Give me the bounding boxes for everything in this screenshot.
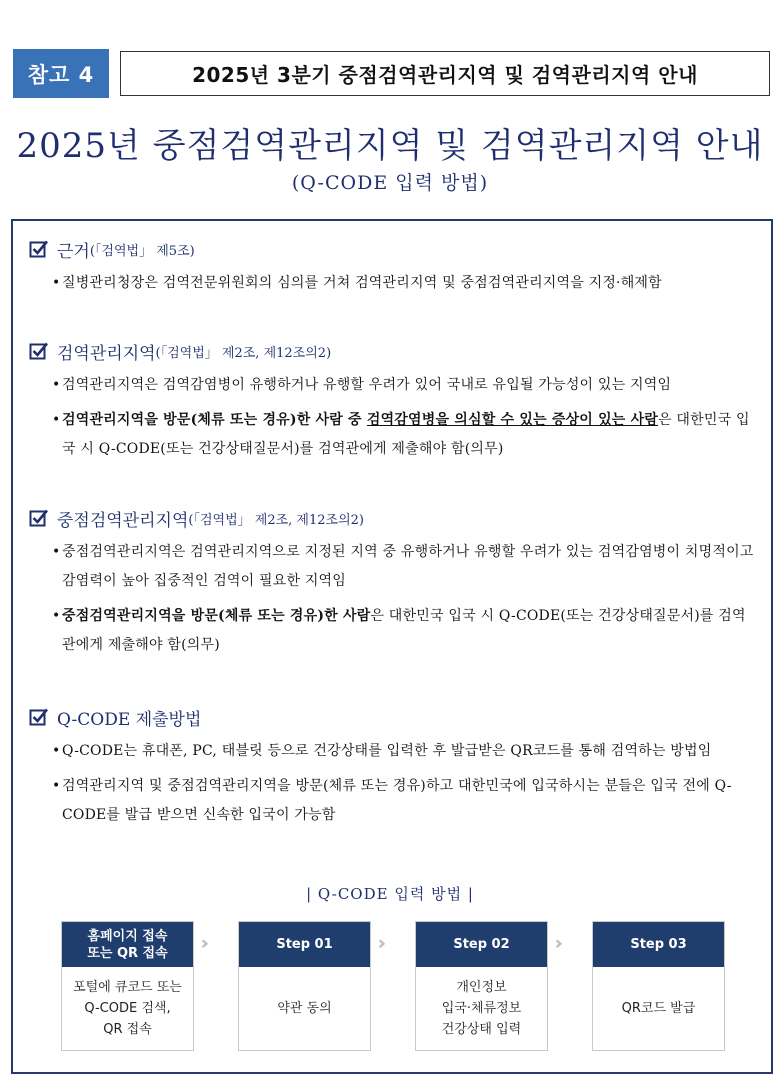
section-priority-quarantine-area: [29, 504, 758, 660]
checkbox-checked-icon: [29, 341, 49, 361]
bullet-icon: •: [52, 275, 61, 291]
section-qcode-method: [29, 703, 758, 830]
checkbox-checked-icon: [29, 239, 49, 259]
bullet-icon: •: [52, 608, 61, 624]
reference-badge: 참고 4: [13, 49, 109, 98]
section-title: Q-CODE 제출방법: [57, 709, 202, 730]
step-card-02: [415, 921, 548, 1051]
step-card-access: [61, 921, 194, 1051]
list-item: • 중점검역관리지역은 검역관리지역으로 지정된 지역 중 유행하거나 유행할 우려가 있는 검역감염병이 치명적이고 감염력이 높아 집중적인 검역이 필요한 지역임: [29, 538, 758, 596]
step-card-01: [238, 921, 371, 1051]
bullet-icon: •: [52, 544, 61, 560]
section-title: 검역관리지역: [57, 343, 156, 364]
step-header: Step 01: [239, 922, 370, 967]
chevron-right-icon: [202, 930, 232, 956]
steps-caption: | Q-CODE 입력 방법 |: [306, 885, 474, 903]
checkbox-checked-icon: [29, 707, 49, 727]
law-reference: (「검역법」 제2조, 제12조의2): [188, 512, 364, 528]
section-heading: [29, 337, 758, 365]
reference-title: 2025년 3분기 중점검역관리지역 및 검역관리지역 안내: [120, 51, 770, 96]
section-heading: [29, 504, 758, 532]
law-reference: (「검역법」 제5조): [89, 243, 195, 259]
list-item: • Q-CODE는 휴대폰, PC, 태블릿 등으로 건강상태를 입력한 후 발급받은 QR코드를 통해 검역하는 방법임: [29, 737, 758, 766]
chevron-right-icon: [379, 930, 409, 956]
list-item: • 질병관리청장은 검역전문위원회의 심의를 거쳐 검역관리지역 및 중점검역관리지역을 지정·해제함: [29, 269, 758, 298]
section-title: 근거: [57, 241, 90, 262]
step-body: 개인정보 입국·체류정보 건강상태 입력: [441, 980, 522, 1037]
section-heading: [29, 235, 758, 263]
law-reference: (「검역법」 제2조, 제12조의2): [155, 345, 332, 361]
step-card-03: [592, 921, 725, 1051]
section-title: 중점검역관리지역: [57, 510, 189, 531]
checkbox-checked-icon: [29, 508, 49, 528]
page-subtitle: (Q-CODE 입력 방법): [291, 172, 489, 194]
list-item: • 검역관리지역은 검역감염병이 유행하거나 유행할 우려가 있어 국내로 유입될 가능성이 있는 지역임: [29, 371, 758, 400]
list-item: • 검역관리지역을 방문(체류 또는 경유)한 사람 중 검역감염병을 의심할 수 있는 증상이 있는 사람은 대한민국 입국 시 Q-CODE(또는 건강상태질문서)를 검역관에게 제출해야 함(의무): [29, 406, 758, 464]
step-body: QR코드 발급: [621, 1001, 696, 1016]
step-header: 홈페이지 접속 또는 QR 접속: [62, 922, 193, 967]
section-heading: [29, 703, 758, 731]
list-item: • 검역관리지역 및 중점검역관리지역을 방문(체류 또는 경유)하고 대한민국에 입국하시는 분들은 입국 전에 Q-CODE를 발급 받으면 신속한 입국이 가능함: [29, 772, 758, 830]
bullet-icon: •: [52, 412, 61, 428]
bullet-icon: •: [52, 778, 61, 794]
step-header: Step 02: [416, 922, 547, 967]
step-header: Step 03: [593, 922, 724, 967]
page-title: 2025년 중점검역관리지역 및 검역관리지역 안내: [16, 126, 764, 166]
section-basis: [29, 235, 758, 298]
chevron-right-icon: [556, 930, 586, 956]
list-item: • 중점검역관리지역을 방문(체류 또는 경유)한 사람은 대한민국 입국 시 Q-CODE(또는 건강상태질문서)를 검역관에게 제출해야 함(의무): [29, 602, 758, 660]
section-quarantine-area: [29, 337, 758, 464]
step-body: 포털에 큐코드 또는 Q-CODE 검색, QR 접속: [73, 980, 182, 1037]
bullet-icon: •: [52, 377, 61, 393]
step-body: 약관 동의: [277, 1001, 332, 1016]
bullet-icon: •: [52, 743, 61, 759]
